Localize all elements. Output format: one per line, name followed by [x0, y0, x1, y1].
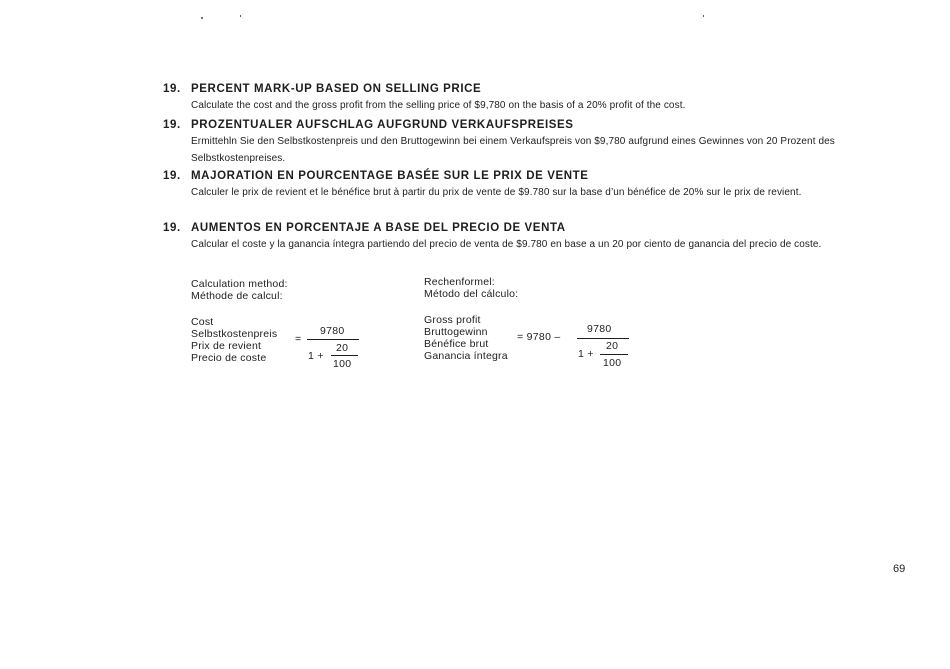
method-label-right — [424, 276, 518, 300]
section-body: Ermittehln Sie den Selbstkostenpreis und den Bruttogewinn bei einem Verkaufspreis von $9,780 aufgrund eines Gewinnes von 20 Prozent des Selbstkostenpreises. — [191, 136, 835, 164]
profit-label-line: Gross profit — [424, 314, 481, 326]
method-label-line: Método del cálculo: — [424, 288, 519, 300]
cost-numerator: 9780 — [320, 325, 345, 337]
profit-label-line: Bénéfice brut — [424, 338, 489, 350]
profit-labels — [424, 314, 508, 362]
method-label-left — [191, 278, 288, 302]
section-body: Calculer le prix de revient et le bénéfice brut à partir du prix de vente de $9.780 sur la base d’un bénéfice de 20% sur le prix de revient. — [191, 187, 802, 198]
profit-inner-denominator: 100 — [603, 357, 622, 369]
section-title: PROZENTUALER AUFSCHLAG AUFGRUND VERKAUFSPREISES — [191, 119, 574, 131]
cost-label-line: Precio de coste — [191, 352, 267, 364]
profit-numerator: 9780 — [587, 323, 612, 335]
scan-speck — [201, 17, 203, 19]
cost-one-plus: 1 + — [308, 350, 324, 362]
section-number: 19. — [163, 83, 181, 95]
profit-lead-expression: = 9780 – — [517, 331, 561, 343]
section-title: PERCENT MARK-UP BASED ON SELLING PRICE — [191, 83, 482, 95]
cost-equals-sign: = — [295, 333, 302, 345]
section-number: 19. — [163, 119, 181, 131]
page-number: 69 — [893, 563, 906, 575]
cost-label-line: Cost — [191, 316, 214, 328]
cost-inner-fraction-bar — [331, 355, 358, 356]
scan-speck — [703, 15, 704, 17]
method-label-line: Rechenformel: — [424, 276, 495, 288]
cost-inner-denominator: 100 — [333, 358, 352, 370]
section-number: 19. — [163, 222, 181, 234]
cost-label-line: Selbstkostenpreis — [191, 328, 278, 340]
cost-inner-numerator: 20 — [336, 342, 349, 354]
method-label-line: Méthode de calcul: — [191, 290, 283, 302]
cost-labels — [191, 316, 277, 364]
method-label-line: Calculation method: — [191, 278, 288, 290]
section-body: Calcular el coste y la ganancia íntegra partiendo del precio de venta de $9.780 en base a un 20 por ciento de ganancia del precio de coste. — [191, 239, 822, 250]
profit-main-fraction-bar — [577, 338, 629, 339]
profit-inner-numerator: 20 — [606, 340, 619, 352]
section-title: AUMENTOS EN PORCENTAJE A BASE DEL PRECIO DE VENTA — [191, 222, 566, 234]
profit-inner-fraction-bar — [600, 354, 628, 355]
profit-label-line: Ganancia íntegra — [424, 350, 508, 362]
cost-main-fraction-bar — [307, 339, 359, 340]
scan-speck — [240, 15, 241, 17]
section-title: MAJORATION EN POURCENTAGE BASÉE SUR LE PRIX DE VENTE — [191, 170, 589, 182]
profit-one-plus: 1 + — [578, 348, 594, 360]
section-body: Calculate the cost and the gross profit from the selling price of $9,780 on the basis of a 20% profit of the cost. — [191, 100, 686, 111]
section-number: 19. — [163, 170, 181, 182]
profit-label-line: Bruttogewinn — [424, 326, 488, 338]
cost-label-line: Prix de revient — [191, 340, 262, 352]
